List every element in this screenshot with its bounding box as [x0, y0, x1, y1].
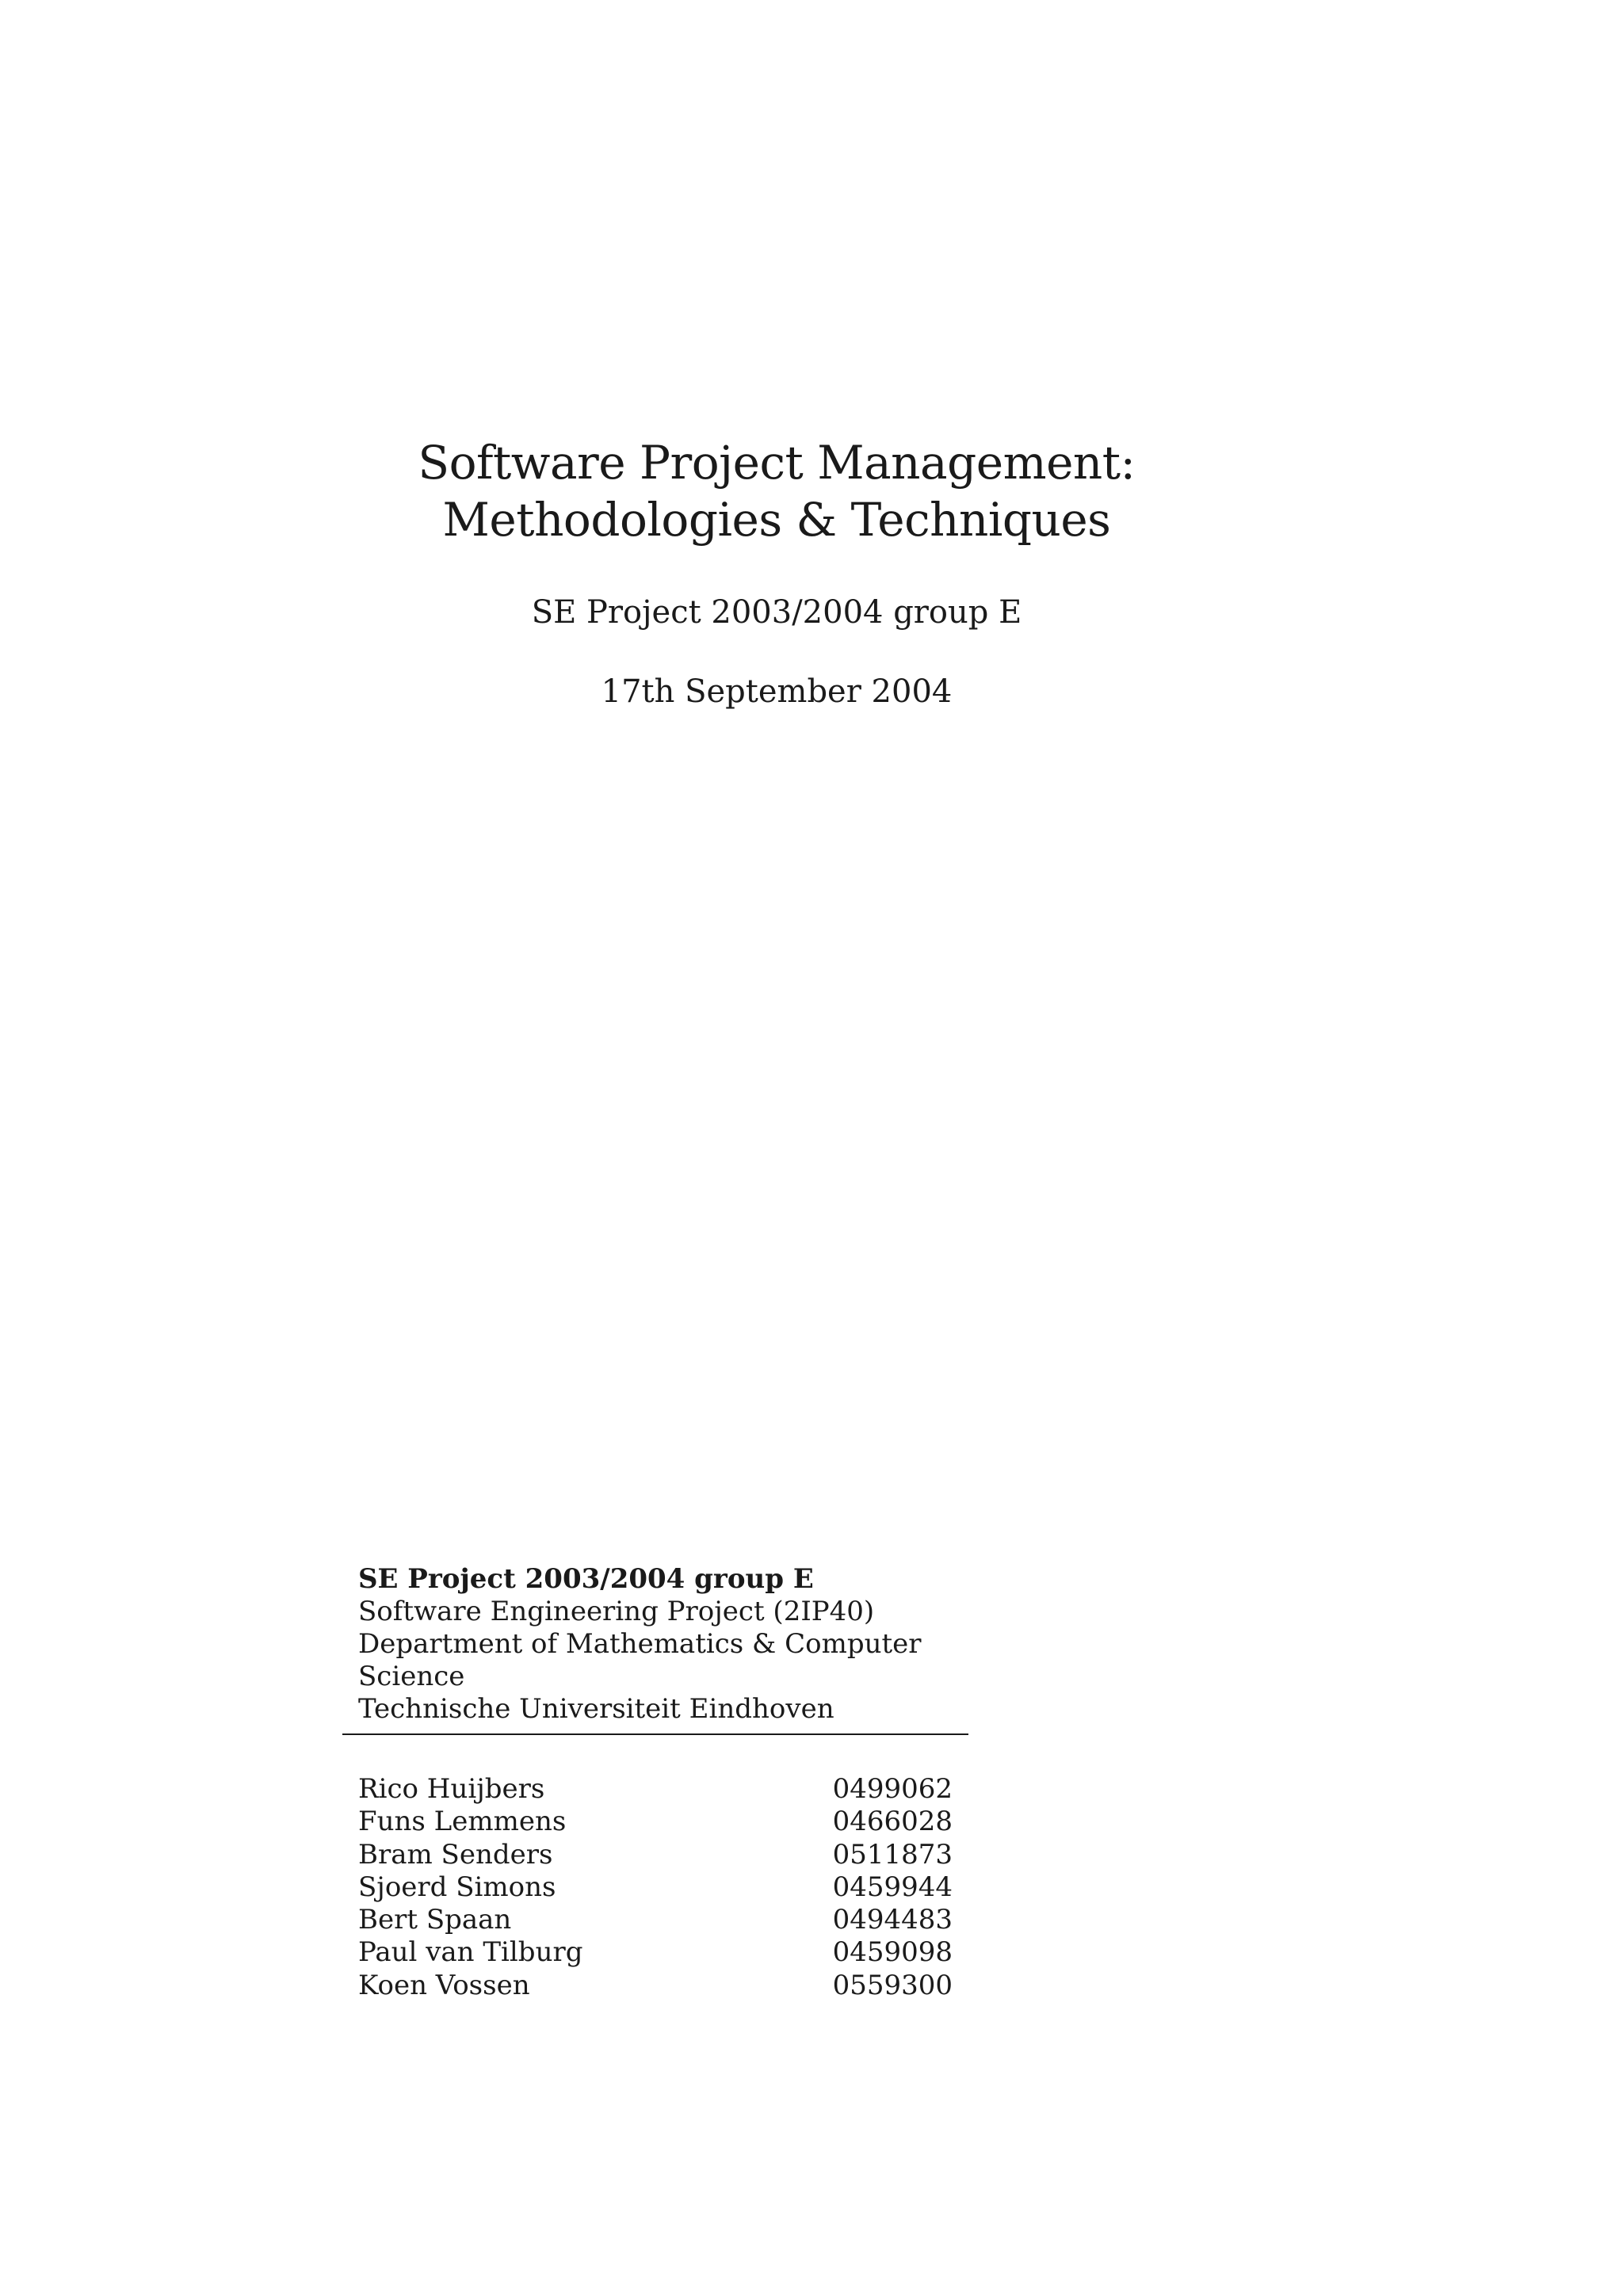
- title-page-header: [0, 434, 1553, 711]
- course-name: Software Engineering Project (2IP40): [358, 1596, 875, 1627]
- member-student-id: 0494483: [832, 1904, 953, 1936]
- group-affiliation: [342, 1563, 968, 1726]
- member-name: Bert Spaan: [358, 1904, 512, 1936]
- member-name: Sjoerd Simons: [358, 1871, 556, 1903]
- member-row: [358, 1839, 953, 1871]
- member-student-id: 0466028: [832, 1806, 953, 1838]
- member-student-id: 0459098: [832, 1936, 953, 1969]
- member-row: [358, 1970, 953, 2002]
- member-student-id: 0559300: [832, 1969, 953, 2001]
- member-list: [342, 1773, 953, 2002]
- member-name: Koen Vossen: [358, 1969, 530, 2001]
- member-row: [358, 1904, 953, 1936]
- document-date: 17th September 2004: [601, 673, 953, 710]
- group-name: SE Project 2003/2004 group E: [358, 1563, 814, 1595]
- member-student-id: 0459944: [832, 1871, 953, 1903]
- group-info-block: [342, 1563, 968, 2002]
- horizontal-rule: [342, 1733, 968, 1735]
- department-name: Department of Mathematics & Computer Science: [358, 1628, 922, 1692]
- university-name: Technische Universiteit Eindhoven: [358, 1693, 834, 1725]
- member-name: Bram Senders: [358, 1838, 553, 1871]
- member-row: [358, 1806, 953, 1838]
- member-row: [358, 1773, 953, 1806]
- member-student-id: 0511873: [832, 1838, 953, 1871]
- member-row: [358, 1871, 953, 1904]
- member-name: Funs Lemmens: [358, 1806, 567, 1838]
- document-title-line-1: Software Project Management:: [418, 436, 1136, 490]
- document-subtitle: SE Project 2003/2004 group E: [531, 594, 1022, 631]
- member-row: [358, 1936, 953, 1969]
- document-title-line-2: Methodologies & Techniques: [442, 493, 1111, 547]
- member-name: Paul van Tilburg: [358, 1936, 583, 1969]
- member-name: Rico Huijbers: [358, 1773, 545, 1805]
- member-student-id: 0499062: [832, 1773, 953, 1805]
